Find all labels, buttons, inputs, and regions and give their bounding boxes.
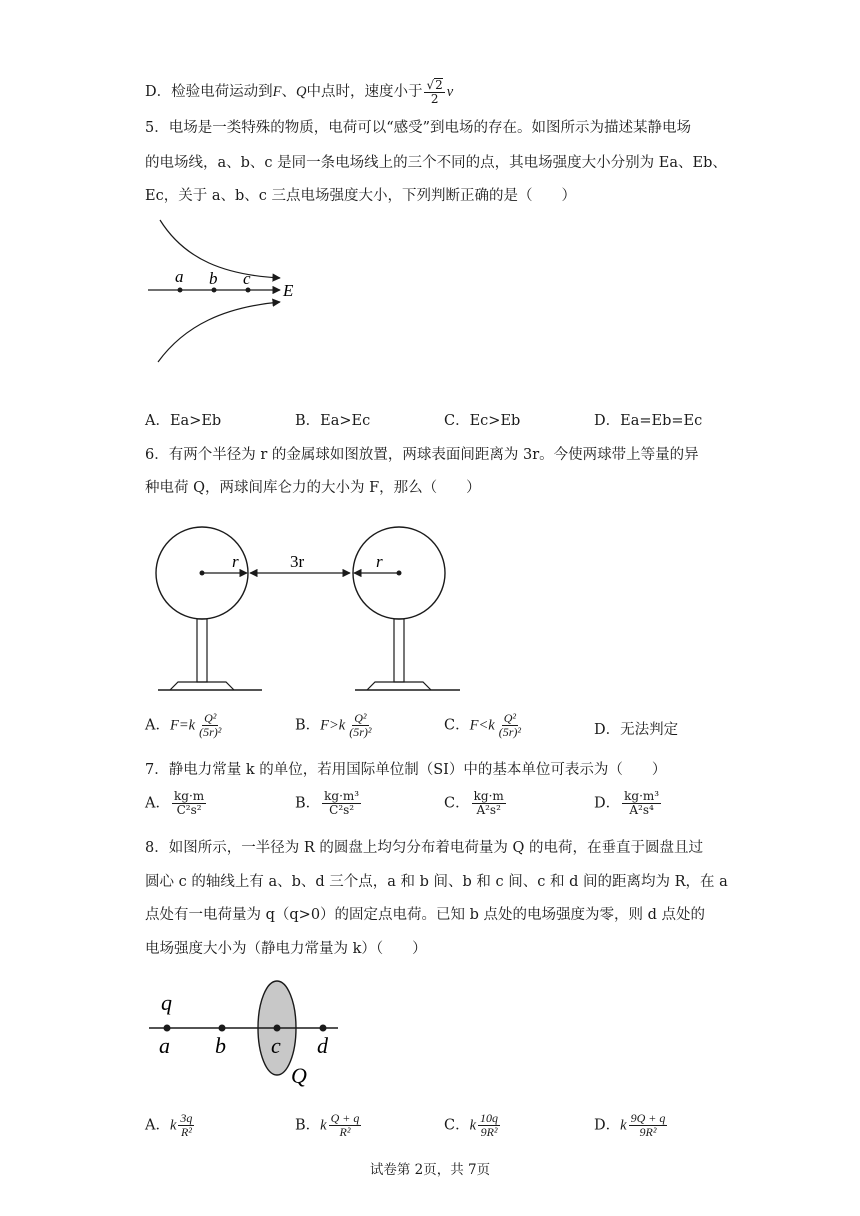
q4-option-d: D．检验电荷运动到F、Q中点时，速度小于 $\frac{√2}{2}$ v [145, 78, 454, 106]
q7-option-d: D． $\frac{\text{kg·m³}}{\text{A²s⁴}}$ [594, 789, 660, 817]
q7-stem-line1: 7．静电力常量 k 的单位，若用国际单位制（SI）中的基本单位可表示为（ ） [145, 762, 667, 778]
q5-stem-line2: 的电场线，a、b、c 是同一条电场线上的三个不同的点，其电场强度大小分别为 Ea、Eb、 [145, 155, 727, 171]
point-b [219, 1025, 226, 1032]
label-c: c [271, 1033, 281, 1058]
right-radius-label: r [376, 552, 383, 571]
q8-option-d: D．k $\frac{9Q + q}{\text{9R²}}$ [594, 1111, 666, 1139]
q5-stem-line3: Ec，关于 a、b、c 三点电场强度大小，下列判断正确的是（ ） [145, 188, 576, 204]
left-stand-base [170, 682, 234, 690]
q8-option-c: C．k $\frac{10q}{\text{9R²}}$ [444, 1111, 499, 1139]
label-b: b [209, 269, 218, 288]
label-c: c [243, 269, 251, 288]
q6-metal-spheres-figure [150, 520, 470, 700]
right-stand-base [367, 682, 431, 690]
point-c [246, 288, 251, 293]
q5-option-a: A．Ea>Eb [145, 413, 222, 429]
q8-option-a: A．k $\frac{3q}{\text{R²}}$ [145, 1111, 193, 1139]
q6-option-c: C．F<k $\frac{\text{Q²}}{\text{(5r)²}}$ [444, 711, 521, 739]
label-a: a [175, 267, 184, 286]
q6-option-d: D．无法判定 [594, 722, 679, 738]
right-stand-post [394, 619, 404, 682]
lower-field-line [158, 302, 280, 362]
q5-option-d: D．Ea=Eb=Ec [594, 413, 703, 429]
q6-stem-line2: 种电荷 Q，两球间库仑力的大小为 F，那么（ ） [145, 480, 481, 496]
q8-stem-line2: 圆心 c 的轴线上有 a、b、d 三个点，a 和 b 间、b 和 c 间、c 和 d 间的距离均为 R，在 a [145, 874, 728, 890]
q8-charged-disc-figure [145, 975, 355, 1095]
page-footer: 试卷第 2页，共 7页 [369, 1162, 491, 1178]
q8-stem-line4: 电场强度大小为（静电力常量为 k）（ ） [145, 941, 427, 957]
q7-option-b: B． $\frac{\text{kg·m³}}{\text{C²s²}}$ [295, 789, 360, 817]
q8-stem-line3: 点处有一电荷量为 q（q>0）的固定点电荷。已知 b 点处的电场强度为零，则 d 点处的 [145, 907, 706, 923]
q6-option-a: A．F=k $\frac{\text{Q²}}{\text{(5r)²}}$ [145, 711, 222, 739]
label-a: a [159, 1033, 170, 1058]
q5-stem-line1: 5．电场是一类特殊的物质，电荷可以“感受”到电场的存在。如图所示为描述某静电场 [145, 120, 692, 136]
q6-stem-line1: 6．有两个半径为 r 的金属球如图放置，两球表面间距离为 3r。今使两球带上等量的异 [145, 447, 699, 463]
gap-label: 3r [290, 552, 305, 571]
q7-option-a: A． $\frac{kg\cdot m}{\text{C²s²}}$ [145, 789, 205, 817]
point-d [320, 1025, 327, 1032]
point-a [178, 288, 183, 293]
label-q: q [161, 990, 172, 1015]
option-label: D． [145, 84, 172, 100]
label-b: b [215, 1033, 226, 1058]
q7-option-c: C． $\frac{kg\cdot m}{\text{A²s²}}$ [444, 789, 504, 817]
left-radius-label: r [232, 552, 239, 571]
sqrt2-over-2-fraction: $\frac{√2}{2}$ [426, 78, 443, 106]
label-Q: Q [291, 1063, 307, 1088]
point-b [212, 288, 217, 293]
q8-option-b: B．k $\frac{Q + q}{\text{R²}}$ [295, 1111, 360, 1139]
q5-option-c: C．Ec>Eb [444, 413, 521, 429]
point-c [274, 1025, 281, 1032]
q5-option-b: B．Ea>Ec [295, 413, 371, 429]
left-stand-post [197, 619, 207, 682]
label-d: d [317, 1033, 328, 1058]
q6-option-b: B．F>k $\frac{\text{Q²}}{\text{(5r)²}}$ [295, 711, 372, 739]
label-E: E [283, 281, 294, 300]
q5-field-line-figure [140, 215, 340, 365]
q8-stem-line1: 8．如图所示，一半径为 R 的圆盘上均匀分布着电荷量为 Q 的电荷，在垂直于圆盘且过 [145, 840, 703, 856]
point-a [164, 1025, 171, 1032]
